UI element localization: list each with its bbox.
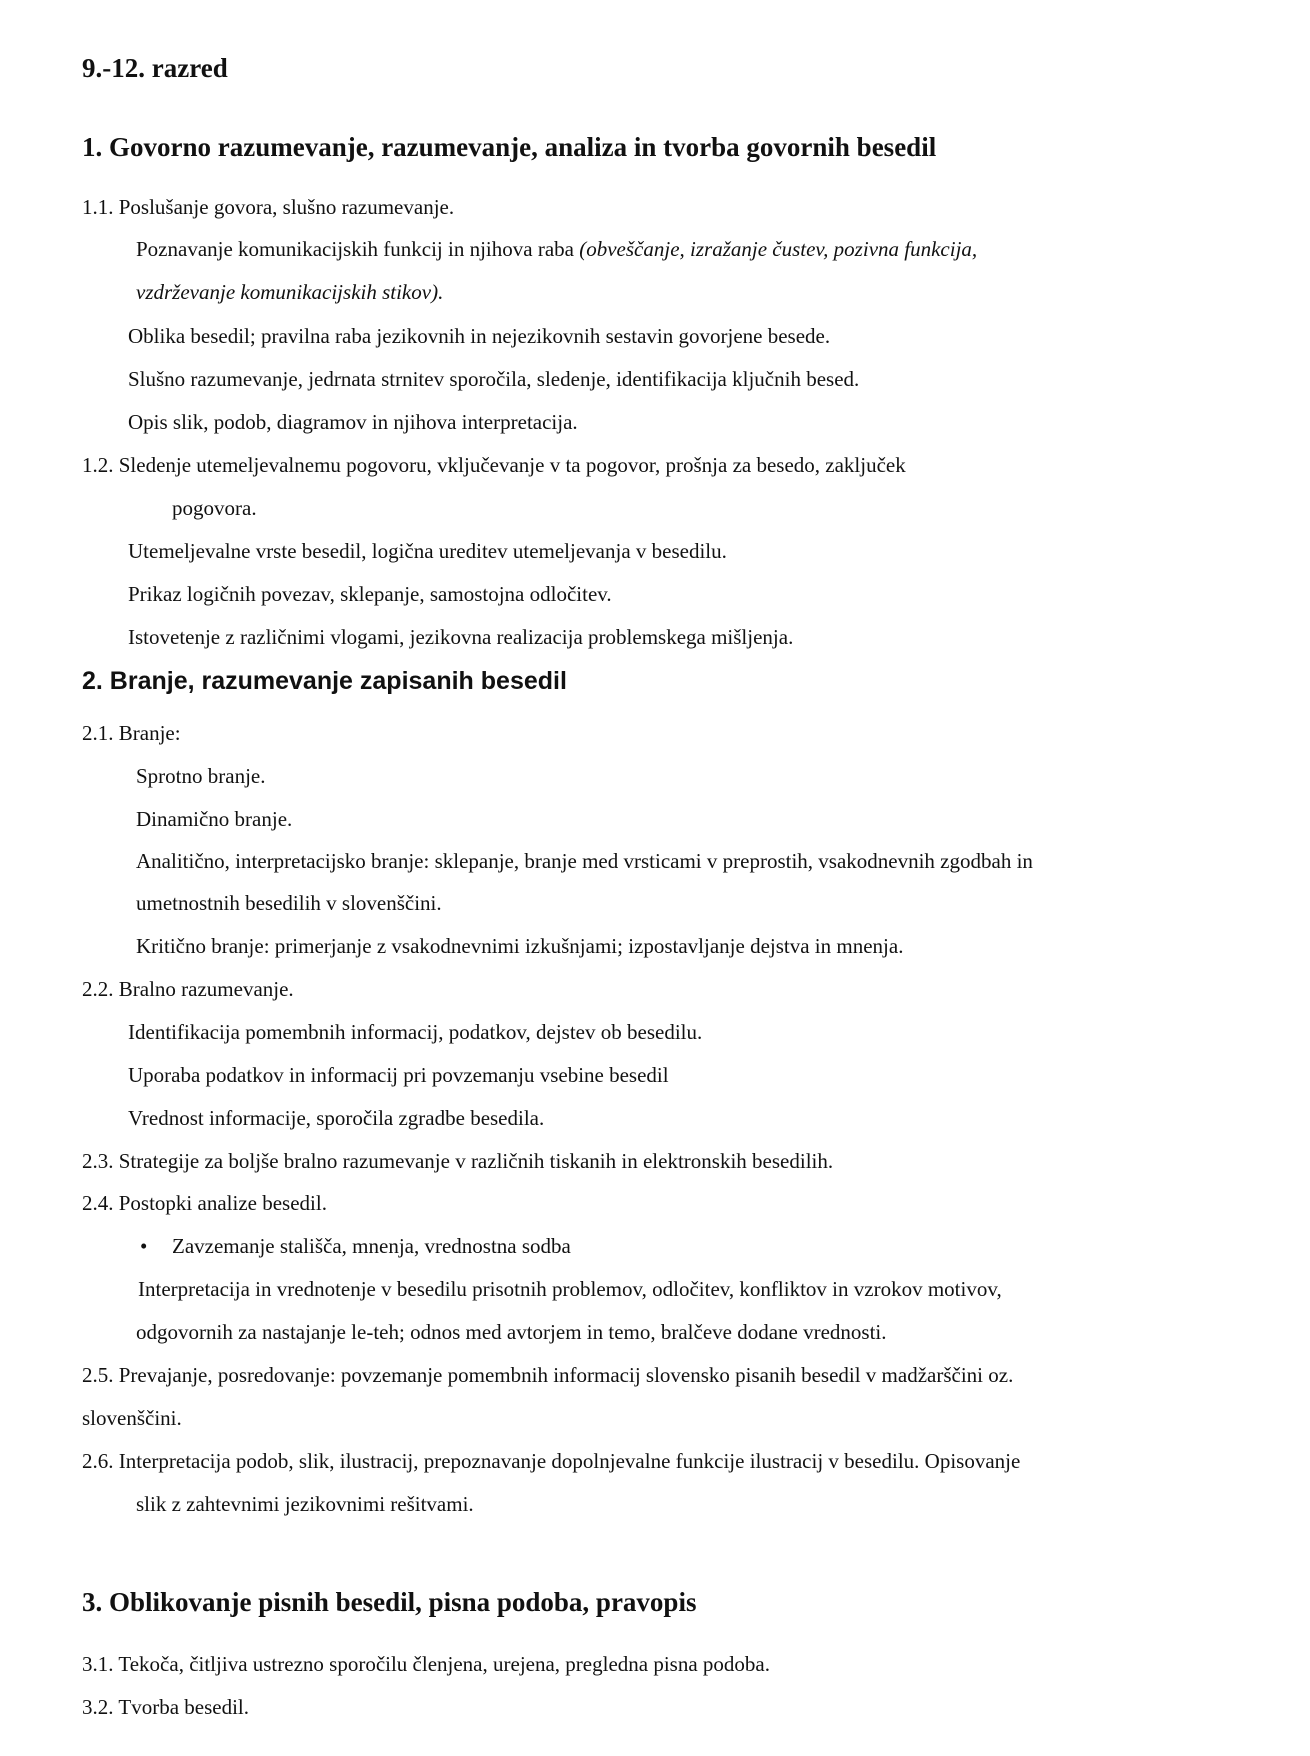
bullet-mark: • <box>140 1234 148 1258</box>
item-1-2-line-f: Utemeljevalne vrste besedil, logična ureditev utemeljevanja v besedilu. <box>128 539 727 563</box>
section-1-heading: 1. Govorno razumevanje, razumevanje, analiza in tvorba govornih besedil <box>82 132 937 162</box>
item-2-6a: 2.6. Interpretacija podob, slik, ilustracij, prepoznavanje dopolnjevalne funkcije ilustracij v besedilu. Opisovanje <box>82 1449 1021 1473</box>
item-2-5a: 2.5. Prevajanje, posredovanje: povzemanje pomembnih informacij slovensko pisanih besedil v madžarščini oz. <box>82 1363 1014 1387</box>
item-2-3: 2.3. Strategije za boljše bralno razumevanje v različnih tiskanih in elektronskih besedilih. <box>82 1149 834 1173</box>
item-1-2: 1.2. Sledenje utemeljevalnemu pogovoru, vključevanje v ta pogovor, prošnja za besedo, zaključek <box>82 453 906 477</box>
item-2-2: 2.2. Bralno razumevanje. <box>82 977 294 1001</box>
item-2-1-line-b: Dinamično branje. <box>136 807 293 831</box>
grade-heading: 9.-12. razred <box>82 53 228 83</box>
item-3-2: 3.2. Tvorba besedil. <box>82 1695 249 1719</box>
item-2-1: 2.1. Branje: <box>82 721 181 745</box>
section-2-heading: 2. Branje, razumevanje zapisanih besedil <box>82 667 567 695</box>
item-2-4: 2.4. Postopki analize besedil. <box>82 1191 327 1215</box>
item-2-1-line-c2: umetnostnih besedilih v slovenščini. <box>136 891 442 915</box>
item-2-5b: slovenščini. <box>82 1406 182 1430</box>
item-1-2-cont: pogovora. <box>172 496 257 520</box>
item-2-2-line-f: Uporaba podatkov in informacij pri povzemanju vsebine besedil <box>128 1063 669 1087</box>
item-1-1-line-d: Slušno razumevanje, jedrnata strnitev sporočila, sledenje, identifikacija ključnih besed. <box>128 367 860 391</box>
item-1-2-line-g: Prikaz logičnih povezav, sklepanje, samostojna odločitev. <box>128 582 612 606</box>
item-1-1-line-e: Opis slik, podob, diagramov in njihova interpretacija. <box>128 410 578 434</box>
item-2-4-bullet: Zavzemanje stališča, mnenja, vrednostna sodba <box>172 1234 571 1258</box>
item-2-4-line-h2: odgovornih za nastajanje le-teh; odnos med avtorjem in temo, bralčeve dodane vrednosti. <box>136 1320 887 1344</box>
item-3-1: 3.1. Tekoča, čitljiva ustrezno sporočilu členjena, urejena, pregledna pisna podoba. <box>82 1652 770 1676</box>
item-2-1-line-c1: Analitično, interpretacijsko branje: sklepanje, branje med vrsticami v preprostih, vsakodnevnih zgodbah in <box>136 849 1033 873</box>
item-2-1-line-a: Sprotno branje. <box>136 764 266 788</box>
item-2-6b: slik z zahtevnimi jezikovnimi rešitvami. <box>136 1492 474 1516</box>
item-1-1: 1.1. Poslušanje govora, slušno razumevanje. <box>82 195 455 219</box>
item-1-1-line-a-italic: (obveščanje, izražanje čustev, pozivna funkcija, <box>579 237 978 261</box>
item-1-1-line-a-normal: Poznavanje komunikacijskih funkcij in njihova raba <box>136 237 580 261</box>
item-2-2-line-g: Vrednost informacije, sporočila zgradbe besedila. <box>128 1106 545 1130</box>
item-1-1-line-c: Oblika besedil; pravilna raba jezikovnih in nejezikovnih sestavin govorjene besede. <box>128 324 831 348</box>
item-1-1-line-b: vzdrževanje komunikacijskih stikov). <box>136 280 444 304</box>
item-2-2-line-e: Identifikacija pomembnih informacij, podatkov, dejstev ob besedilu. <box>128 1020 703 1044</box>
item-2-4-line-h1: Interpretacija in vrednotenje v besedilu prisotnih problemov, odločitev, konfliktov in vzrokov motivov, <box>138 1277 1002 1301</box>
item-1-1-line-a <box>136 236 977 262</box>
item-2-1-line-d: Kritično branje: primerjanje z vsakodnevnimi izkušnjami; izpostavljanje dejstva in mnenja. <box>136 934 904 958</box>
section-3-heading: 3. Oblikovanje pisnih besedil, pisna podoba, pravopis <box>82 1587 697 1617</box>
item-1-2-line-h: Istovetenje z različnimi vlogami, jezikovna realizacija problemskega mišljenja. <box>128 625 794 649</box>
